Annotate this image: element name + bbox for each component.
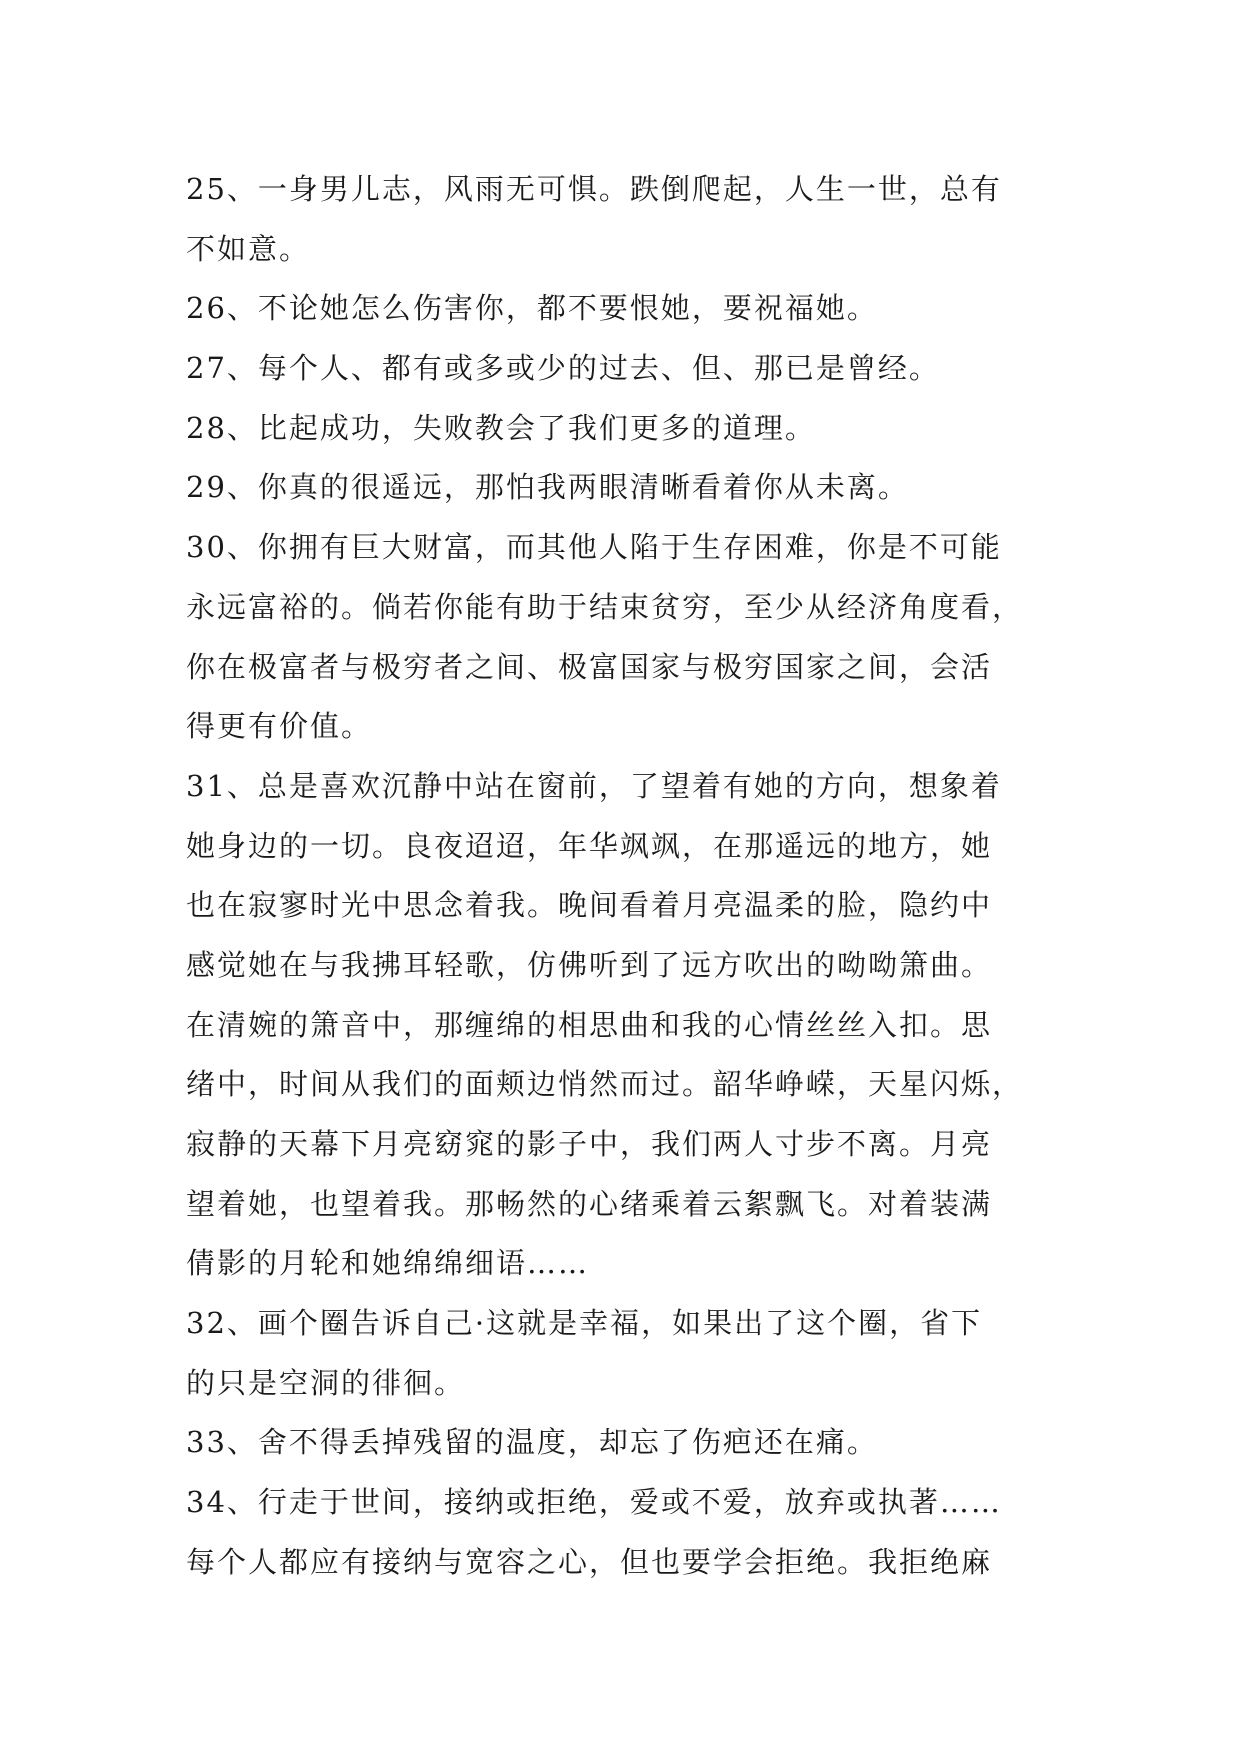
text-line: 你在极富者与极穷者之间、极富国家与极穷国家之间，会活 <box>186 649 993 684</box>
text-line: 25、一身男儿志，风雨无可惧。跌倒爬起，人生一世，总有 <box>186 172 1002 206</box>
text-line: 也在寂寥时光中思念着我。晚间看着月亮温柔的脸，隐约中 <box>186 888 993 923</box>
text-line: 不如意。 <box>186 231 311 266</box>
text-line: 绪中，时间从我们的面颊边悄然而过。韶华峥嵘，天星闪烁， <box>186 1067 1024 1102</box>
document-body <box>186 160 1066 1593</box>
text-line: 倩影的月轮和她绵绵细语…… <box>186 1246 590 1281</box>
text-line: 得更有价值。 <box>186 709 373 744</box>
text-line: 29、你真的很遥远，那怕我两眼清晰看着你从未离。 <box>186 470 909 505</box>
text-line: 望着她，也望着我。那畅然的心绪乘着云絮飘飞。对着装满 <box>186 1186 993 1221</box>
text-line: 的只是空洞的徘徊。 <box>186 1365 466 1400</box>
text-line: 30、你拥有巨大财富，而其他人陷于生存困难，你是不可能 <box>186 530 1002 565</box>
text-line: 27、每个人、都有或多或少的过去、但、那已是曾经。 <box>186 351 940 386</box>
text-line: 32、画个圈告诉自己·这就是幸福，如果出了这个圈，省下 <box>186 1306 983 1341</box>
text-line: 31、总是喜欢沉静中站在窗前，了望着有她的方向，想象着 <box>186 768 1002 803</box>
text-line: 28、比起成功，失败教会了我们更多的道理。 <box>186 410 816 445</box>
text-line: 每个人都应有接纳与宽容之心，但也要学会拒绝。我拒绝麻 <box>186 1544 993 1579</box>
text-line: 33、舍不得丢掉残留的温度，却忘了伤疤还在痛。 <box>186 1425 878 1460</box>
text-line: 感觉她在与我拂耳轻歌，仿佛听到了远方吹出的呦呦箫曲。 <box>186 947 993 982</box>
text-line: 她身边的一切。良夜迢迢，年华飒飒，在那遥远的地方，她 <box>186 828 993 863</box>
text-line: 永远富裕的。倘若你能有助于结束贫穷，至少从经济角度看， <box>186 589 1024 624</box>
text-line: 在清婉的箫音中，那缠绵的相思曲和我的心情丝丝入扣。思 <box>186 1007 993 1042</box>
text-line: 26、不论她怎么伤害你，都不要恨她，要祝福她。 <box>186 291 878 326</box>
text-line: 34、行走于世间，接纳或拒绝，爱或不爱，放弃或执著…… <box>186 1485 1002 1520</box>
text-line: 寂静的天幕下月亮窈窕的影子中，我们两人寸步不离。月亮 <box>186 1127 993 1161</box>
